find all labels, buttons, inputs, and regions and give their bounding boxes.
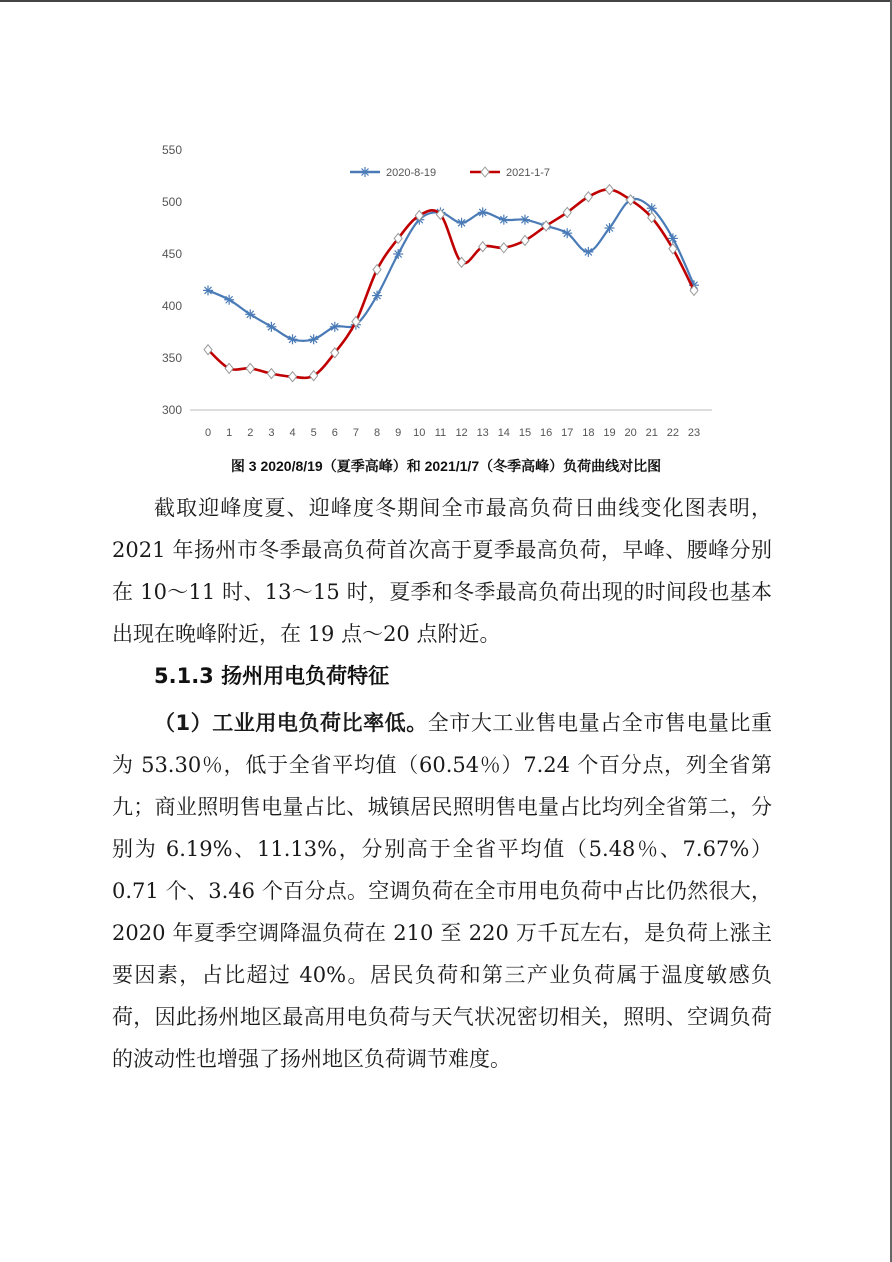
legend-label: 2020-8-19 — [386, 167, 437, 179]
data-point — [478, 207, 488, 217]
x-tick-label: 23 — [687, 427, 701, 439]
data-point — [604, 223, 614, 233]
paragraph-1: 截取迎峰度夏、迎峰度冬期间全市最高负荷日曲线变化图表明，2021 年扬州市冬季最高负荷首次高于夏季最高负荷，早峰、腰峰分别在 10～11 时、13～15 时，夏季和冬季最高负荷出现的时间段也基本出现在晚峰附近，在 19 点～20 点附近。 — [112, 496, 772, 646]
series-2021-1-7 — [204, 185, 698, 382]
data-point — [266, 322, 276, 332]
legend-item — [470, 167, 550, 179]
data-point — [246, 363, 254, 373]
x-tick-label: 4 — [289, 427, 296, 439]
data-point — [288, 334, 298, 344]
y-tick-label: 350 — [161, 351, 182, 365]
y-tick-label: 300 — [161, 403, 182, 417]
data-point — [500, 243, 508, 253]
x-tick-label: 3 — [268, 427, 275, 439]
x-tick-label: 14 — [497, 427, 510, 439]
x-tick-label: 19 — [603, 427, 616, 439]
data-point — [499, 215, 509, 225]
data-point — [225, 363, 233, 373]
x-tick-label: 9 — [395, 427, 402, 439]
y-tick-label: 550 — [161, 143, 182, 157]
figure-caption: 图 3 2020/8/19（夏季高峰）和 2021/1/7（冬季高峰）负荷曲线对比图 — [230, 458, 662, 474]
chart-legend — [350, 167, 550, 179]
x-tick-label: 1 — [226, 427, 233, 439]
x-tick-label: 7 — [352, 427, 359, 439]
data-point — [457, 218, 467, 228]
x-tick-label: 17 — [561, 427, 574, 439]
top-border — [0, 0, 892, 2]
legend-label: 2021-1-7 — [506, 167, 551, 179]
x-tick-label: 13 — [476, 427, 489, 439]
data-point — [605, 185, 613, 195]
x-tick-label: 21 — [645, 427, 658, 439]
y-tick-label: 450 — [161, 247, 182, 261]
x-tick-label: 10 — [413, 427, 426, 439]
data-point — [584, 192, 592, 202]
x-tick-label: 0 — [204, 427, 212, 439]
series-2020-8-19 — [203, 195, 699, 344]
data-point — [330, 322, 340, 332]
data-point — [647, 203, 657, 213]
data-point — [393, 249, 403, 259]
x-tick-label: 15 — [518, 427, 532, 439]
data-point — [583, 247, 593, 257]
data-point — [520, 215, 530, 225]
x-tick-label: 20 — [624, 427, 637, 439]
paragraph-2-body: 全市大工业售电量占全市售电量比重为 53.30％，低于全省平均值（60.54％）7.24 个百分点，列全省第九；商业照明售电量占比、城镇居民照明售电量占比均列全省第二，分别为 6.19%、11.13%，分别高于全省平均值（5.48％、7.67%）0.71 个、3.46 个百分点。空调负荷在全市用电负荷中占比仍然很大，2020 年夏季空调降温负荷在 210 至 220 万千瓦左右，是负荷上涨主要因素，占比超过 40%。居民负荷和第三产业负荷属于温度敏感负荷，因此扬州地区最高用电负荷与天气状况密切相关，照明、空调负荷的波动性也增强了扬州地区负荷调节难度。 — [112, 711, 772, 1071]
data-point — [521, 235, 529, 245]
x-tick-label: 22 — [666, 427, 679, 439]
x-tick-label: 18 — [582, 427, 595, 439]
x-tick-label: 11 — [434, 427, 447, 439]
paragraph-2-lead: （1）工业用电负荷比率低。 — [154, 711, 428, 735]
x-tick-label: 8 — [373, 427, 381, 439]
y-axis — [162, 143, 182, 417]
data-point — [267, 369, 275, 379]
x-tick-label: 16 — [539, 427, 553, 439]
x-tick-label: 2 — [247, 427, 254, 439]
x-tick-label: 5 — [310, 427, 317, 439]
y-tick-label: 500 — [161, 195, 182, 209]
y-tick-label: 400 — [161, 299, 182, 313]
series-line — [208, 199, 694, 341]
legend-item — [350, 167, 436, 179]
x-tick-label: 12 — [455, 427, 468, 439]
data-point — [224, 295, 234, 305]
load-curve-chart — [150, 140, 730, 440]
data-point — [289, 372, 297, 382]
section-heading: 5.1.3 扬州用电负荷特征 — [154, 664, 390, 688]
x-tick-label: 6 — [331, 427, 338, 439]
data-point — [203, 285, 213, 295]
data-point — [309, 334, 319, 344]
data-point — [372, 291, 382, 301]
paragraph-2 — [112, 702, 772, 1080]
x-axis — [190, 410, 712, 439]
series-layer — [203, 185, 699, 382]
